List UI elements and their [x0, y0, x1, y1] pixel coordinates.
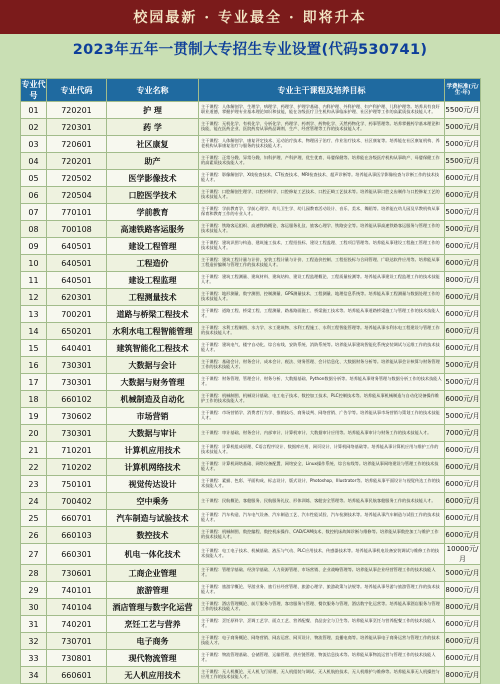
major-name: 建设工程管理 — [107, 238, 199, 255]
row-num: 20 — [21, 425, 47, 442]
major-desc: 主干课程：市场营销学、消费者行为学、推销技巧、商务谈判、网络营销、广告学等。培养能从事市场营销与策划工作的技术技能人才。 — [199, 408, 445, 425]
row-num: 06 — [21, 187, 47, 204]
major-name: 数控技术 — [107, 527, 199, 544]
row-num: 14 — [21, 323, 47, 340]
row-num: 11 — [21, 272, 47, 289]
major-code: 740201 — [47, 616, 107, 633]
tuition-fee: 6000元/月 — [445, 650, 481, 667]
major-code: 700108 — [47, 221, 107, 238]
major-code: 730801 — [47, 650, 107, 667]
tuition-fee: 6000元/月 — [445, 323, 481, 340]
major-desc: 主干课程：审计基础、财务会计、内部审计、计算机审计、大数据审计应用等。培养能从事审计与财务工作的技术技能人才。 — [199, 425, 445, 442]
tuition-fee: 6000元/月 — [445, 340, 481, 357]
major-name: 机电一体化技术 — [107, 544, 199, 565]
tuition-fee: 5000元/月 — [445, 221, 481, 238]
table-row — [21, 119, 481, 136]
major-code: 730301 — [47, 357, 107, 374]
major-name: 机械制造及自动化 — [107, 391, 199, 408]
major-desc: 主干课程：铁路客运组织、高速铁路概论、客运服务礼仪、旅客心理学、铁路安全等。培养能从事高速铁路客运服务与管理工作的技术技能人才。 — [199, 221, 445, 238]
row-num: 13 — [21, 306, 47, 323]
major-desc: 主干课程：计算机组成原理、C语言程序设计、数据库应用、网页设计、计算机网络基础等。培养能从事计算机应用与维护工作的技术技能人才。 — [199, 442, 445, 459]
major-desc: 主干课程：建筑电气、楼宇自动化、综合布线、安防系统、消防系统等。培养能从事建筑智能化系统安装调试与运维工作的技术技能人才。 — [199, 340, 445, 357]
tuition-fee: 6000元/月 — [445, 633, 481, 650]
row-num: 16 — [21, 357, 47, 374]
slogan-banner: 校园最新 · 专业最全 · 即将升本 — [0, 0, 500, 34]
table-row — [21, 425, 481, 442]
major-desc: 主干课程：汽车构造、汽车电气设备、汽车制造工艺、汽车性能试验、汽车检测技术等。培养能从事汽车制造与试验工作的技术技能人才。 — [199, 510, 445, 527]
table-row — [21, 289, 481, 306]
major-name: 工程测量技术 — [107, 289, 199, 306]
major-code: 640501 — [47, 255, 107, 272]
header-major-desc: 专业主干课程及培养目标 — [199, 79, 445, 102]
table-row — [21, 170, 481, 187]
tuition-fee: 6000元/月 — [445, 255, 481, 272]
table-row — [21, 221, 481, 238]
major-name: 大数据与财务管理 — [107, 374, 199, 391]
table-row — [21, 616, 481, 633]
major-name: 现代物流管理 — [107, 650, 199, 667]
tuition-fee: 6000元/月 — [445, 442, 481, 459]
major-desc: 主干课程：无机化学、有机化学、分析化学、药理学、药剂学、药物化学、天然药物化学、药事管理等。培养掌握药学基本理论和技能，能在医药企业、医院药房从事药品调剂、生产、经营管理等工作的技术技能人才。 — [199, 119, 445, 136]
row-num: 02 — [21, 119, 47, 136]
major-name: 酒店管理与数字化运营 — [107, 599, 199, 616]
major-code: 650201 — [47, 323, 107, 340]
table-body — [21, 102, 481, 684]
tuition-fee: 6000元/月 — [445, 527, 481, 544]
table-row — [21, 340, 481, 357]
major-name: 助产 — [107, 153, 199, 170]
tuition-fee: 5000元/月 — [445, 357, 481, 374]
major-name: 水利水电工程智能管理 — [107, 323, 199, 340]
major-name: 视觉传达设计 — [107, 476, 199, 493]
major-name: 医学影像技术 — [107, 170, 199, 187]
major-code: 640501 — [47, 238, 107, 255]
major-desc: 主干课程：地形测量、数字测图、控制测量、GPS测量技术、工程测量、地理信息系统等。培养能从事工程测量与数据处理工作的技术技能人才。 — [199, 289, 445, 306]
row-num: 32 — [21, 633, 47, 650]
major-desc: 主干课程：人体解剖学、康复评定技术、运动治疗技术、物理因子治疗、作业治疗技术、社区康复等。培养能在社区康复机构、养老机构从事康复治疗与服务的技术技能人才。 — [199, 136, 445, 153]
major-desc: 主干课程：财务管理、管理会计、财务分析、大数据基础、Python数据分析等。培养能从事财务管理与数据分析工作的技术技能人才。 — [199, 374, 445, 391]
major-name: 电子商务 — [107, 633, 199, 650]
major-name: 烹饪工艺与营养 — [107, 616, 199, 633]
major-desc: 主干课程：管理学基础、经济学基础、人力资源管理、市场营销、企业战略管理等。培养能从事企业经营管理工作的技术技能人才。 — [199, 565, 445, 582]
header-major-name: 专业名称 — [107, 79, 199, 102]
major-code: 730701 — [47, 633, 107, 650]
major-desc: 主干课程：学前教育学、学前心理学、幼儿卫生学、幼儿园教育活动设计、音乐、美术、舞蹈等。培养能在幼儿园及早教机构从事保育和教育工作的专业人才。 — [199, 204, 445, 221]
header-tuition: 学费标准(元/生·年) — [445, 79, 481, 102]
header-major-code: 专业代码 — [47, 79, 107, 102]
major-code: 660301 — [47, 544, 107, 565]
table-row — [21, 527, 481, 544]
major-name: 计算机网络技术 — [107, 459, 199, 476]
major-name: 高速铁路客运服务 — [107, 221, 199, 238]
major-code: 640401 — [47, 340, 107, 357]
tuition-fee: 6000元/月 — [445, 476, 481, 493]
row-num: 34 — [21, 667, 47, 684]
tuition-fee: 6000元/月 — [445, 493, 481, 510]
table-row — [21, 323, 481, 340]
major-name: 口腔医学技术 — [107, 187, 199, 204]
tuition-fee: 6000元/月 — [445, 170, 481, 187]
major-desc: 主干课程：建筑工程计量与计价、安装工程计量与计价、工程造价控制、工程招投标与合同管理、广联达软件应用等。培养能从事工程造价编制与管理工作的技术技能人才。 — [199, 255, 445, 272]
row-num: 22 — [21, 459, 47, 476]
major-code: 730602 — [47, 408, 107, 425]
major-name: 建筑智能化工程技术 — [107, 340, 199, 357]
major-desc: 主干课程：建筑识图与构造、建筑施工技术、工程招投标、建设工程监理、工程项目管理等。培养能从事建设工程施工管理工作的技术技能人才。 — [199, 238, 445, 255]
major-name: 药 学 — [107, 119, 199, 136]
row-num: 25 — [21, 510, 47, 527]
major-desc: 主干课程：基础会计、财务会计、成本会计、税法、财务管理、会计信息化、大数据财务分析等。培养能从事会计核算与财务管理工作的技术技能人才。 — [199, 357, 445, 374]
major-desc: 主干课程：素描、色彩、平面构成、标志设计、版式设计、Photoshop、Illustrator等。培养能从事平面设计与视觉传达工作的技术技能人才。 — [199, 476, 445, 493]
row-num: 30 — [21, 599, 47, 616]
table-row — [21, 272, 481, 289]
major-desc: 主干课程：机械制图、机械设计基础、电工电子技术、数控加工技术、PLC控制技术等。培养能从事机械制造与自动化设备操作维护工作的技术技能人才。 — [199, 391, 445, 408]
major-name: 工程造价 — [107, 255, 199, 272]
major-code: 720502 — [47, 170, 107, 187]
table-row — [21, 102, 481, 119]
row-num: 17 — [21, 374, 47, 391]
major-desc: 主干课程：道路工程、桥梁工程、工程测量、路基路面施工、桥梁施工技术等。培养能从事道路桥梁施工与管理工作的技术技能人才。 — [199, 306, 445, 323]
table-row — [21, 408, 481, 425]
row-num: 18 — [21, 391, 47, 408]
major-name: 市场营销 — [107, 408, 199, 425]
major-table — [20, 78, 481, 684]
major-table-container — [20, 78, 480, 684]
major-name: 无人机应用技术 — [107, 667, 199, 684]
table-row — [21, 374, 481, 391]
row-num: 04 — [21, 153, 47, 170]
header-major-num: 专业代号 — [21, 80, 46, 100]
major-name: 大数据与会计 — [107, 357, 199, 374]
tuition-fee: 5500元/月 — [445, 153, 481, 170]
major-desc: 主干课程：酒店管理概论、前厅服务与管理、客房服务与管理、餐饮服务与管理、酒店数字化运营等。培养能从事酒店服务与管理工作的技术技能人才。 — [199, 599, 445, 616]
major-name: 建设工程监理 — [107, 272, 199, 289]
table-row — [21, 153, 481, 170]
major-name: 计算机应用技术 — [107, 442, 199, 459]
row-num: 12 — [21, 289, 47, 306]
table-row — [21, 582, 481, 599]
table-row — [21, 565, 481, 582]
tuition-fee: 5000元/月 — [445, 119, 481, 136]
tuition-fee: 5000元/月 — [445, 408, 481, 425]
major-code: 660701 — [47, 510, 107, 527]
major-name: 护 理 — [107, 102, 199, 119]
table-row — [21, 204, 481, 221]
row-num: 33 — [21, 650, 47, 667]
major-code: 770101 — [47, 204, 107, 221]
row-num: 05 — [21, 170, 47, 187]
page-title: 2023年五年一贯制大专招生专业设置(代码530741) — [72, 41, 428, 58]
tuition-fee: 6000元/月 — [445, 306, 481, 323]
table-row — [21, 459, 481, 476]
major-code: 700201 — [47, 306, 107, 323]
row-num: 27 — [21, 544, 47, 565]
major-code: 640501 — [47, 272, 107, 289]
tuition-fee: 6000元/月 — [445, 391, 481, 408]
major-code: 720201 — [47, 153, 107, 170]
major-name: 工商企业管理 — [107, 565, 199, 582]
row-num: 03 — [21, 136, 47, 153]
major-name: 旅游管理 — [107, 582, 199, 599]
major-desc: 主干课程：电工电子技术、机械基础、液压与气动、PLC应用技术、传感器技术等。培养能从事机电设备安装调试与维修工作的技术技能人才。 — [199, 544, 445, 565]
major-code: 660102 — [47, 391, 107, 408]
tuition-fee: 6000元/月 — [445, 459, 481, 476]
tuition-fee: 5500元/月 — [445, 102, 481, 119]
row-num: 31 — [21, 616, 47, 633]
row-num: 09 — [21, 238, 47, 255]
major-desc: 主干课程：正常分娩、异常分娩、妇科护理、产科护理、优生优育、母婴保健等。培养能在各级医疗机构从事助产、母婴保健工作的高素质技术技能人才。 — [199, 153, 445, 170]
table-row — [21, 136, 481, 153]
major-desc: 主干课程：旅游学概论、导游业务、旅行社经营管理、旅游心理学、旅游政策与法规等。培养能从事导游与旅游管理工作的技术技能人才。 — [199, 582, 445, 599]
table-header-row — [21, 79, 481, 102]
major-code: 720301 — [47, 119, 107, 136]
table-row — [21, 238, 481, 255]
table-row — [21, 650, 481, 667]
tuition-fee: 5000元/月 — [445, 565, 481, 582]
major-code: 720201 — [47, 102, 107, 119]
major-desc: 主干课程：水利工程制图、水力学、水工建筑物、水利工程施工、水利工程智能管理等。培养能从事水利水电工程建设与管理工作的技术技能人才。 — [199, 323, 445, 340]
major-code: 730301 — [47, 425, 107, 442]
major-code: 710202 — [47, 459, 107, 476]
tuition-fee: 6000元/月 — [445, 187, 481, 204]
major-code: 730601 — [47, 565, 107, 582]
tuition-fee: 6000元/月 — [445, 238, 481, 255]
row-num: 21 — [21, 442, 47, 459]
row-num: 19 — [21, 408, 47, 425]
tuition-fee: 8000元/月 — [445, 272, 481, 289]
major-name: 社区康复 — [107, 136, 199, 153]
table-row — [21, 493, 481, 510]
table-row — [21, 633, 481, 650]
major-code: 740101 — [47, 582, 107, 599]
table-row — [21, 255, 481, 272]
major-code: 710201 — [47, 442, 107, 459]
row-num: 29 — [21, 582, 47, 599]
major-desc: 主干课程：口腔解剖生理学、口腔材料学、口腔修复工艺技术、口腔正畸工艺技术等。培养能从事口腔义齿制作与口腔修复工艺的技术技能人才。 — [199, 187, 445, 204]
table-row — [21, 357, 481, 374]
tuition-fee: 5000元/月 — [445, 136, 481, 153]
row-num: 23 — [21, 476, 47, 493]
major-name: 大数据与审计 — [107, 425, 199, 442]
major-desc: 主干课程：计算机网络基础、网络设备配置、网络安全、Linux操作系统、综合布线等。培养能从事网络建设与管理工作的技术技能人才。 — [199, 459, 445, 476]
major-code: 720601 — [47, 136, 107, 153]
tuition-fee: 6000元/月 — [445, 616, 481, 633]
major-desc: 主干课程：建筑工程测量、建筑材料、建筑结构、建设工程监理概论、工程质量检测等。培养能从事建设工程监理工作的技术技能人才。 — [199, 272, 445, 289]
row-num: 07 — [21, 204, 47, 221]
major-name: 道路与桥梁工程技术 — [107, 306, 199, 323]
major-name: 汽车制造与试验技术 — [107, 510, 199, 527]
table-row — [21, 442, 481, 459]
major-desc: 主干课程：人体解剖学、生理学、病理学、药理学、护理学基础、内科护理、外科护理、妇产科护理、儿科护理等。培养具有良好职业道德，掌握护理专业基本理论知识和技能，能在各级医疗卫生机构从事临床护理、社区护理等工作的高素质技术技能人才。 — [199, 102, 445, 119]
table-row — [21, 306, 481, 323]
table-row — [21, 599, 481, 616]
tuition-fee: 8000元/月 — [445, 667, 481, 684]
major-desc: 主干课程：烹饪原料学、烹调工艺学、面点工艺、营养配餐、食品安全与卫生等。培养能从事烹饪与营养配餐工作的技术技能人才。 — [199, 616, 445, 633]
row-num: 24 — [21, 493, 47, 510]
row-num: 01 — [21, 102, 47, 119]
tuition-fee: 8000元/月 — [445, 599, 481, 616]
major-name: 空中乘务 — [107, 493, 199, 510]
table-row — [21, 476, 481, 493]
tuition-fee: 6000元/月 — [445, 289, 481, 306]
major-code: 740104 — [47, 599, 107, 616]
major-name: 学前教育 — [107, 204, 199, 221]
tuition-fee: 7000元/月 — [445, 425, 481, 442]
major-desc: 主干课程：影像解剖学、X线检查技术、CT检查技术、MRI检查技术、超声诊断等。培养能从事医学影像检查与诊断工作的技术技能人才。 — [199, 170, 445, 187]
row-num: 26 — [21, 527, 47, 544]
tuition-fee: 6000元/月 — [445, 510, 481, 527]
major-code: 720504 — [47, 187, 107, 204]
tuition-fee: 5000元/月 — [445, 204, 481, 221]
tuition-fee: 8000元/月 — [445, 582, 481, 599]
major-desc: 主干课程：机械制图、数控编程、数控机床操作、CAD/CAM技术、数控机床故障诊断与维修等。培养能从事数控加工与维护工作的技术技能人才。 — [199, 527, 445, 544]
major-code: 730301 — [47, 374, 107, 391]
table-row — [21, 544, 481, 565]
tuition-fee: 10000元/月 — [445, 544, 481, 565]
row-num: 15 — [21, 340, 47, 357]
table-row — [21, 510, 481, 527]
row-num: 08 — [21, 221, 47, 238]
table-row — [21, 187, 481, 204]
tuition-fee: 5000元/月 — [445, 374, 481, 391]
major-desc: 主干课程：无人机概论、无人机飞行原理、无人机组装与调试、无人机航拍技术、无人机维护与维修等。培养能从事无人机操控与应用工作的技术技能人才。 — [199, 667, 445, 684]
major-code: 660103 — [47, 527, 107, 544]
major-desc: 主干课程：物流管理基础、仓储管理、运输管理、供应链管理、物流信息技术等。培养能从事物流运营与管理工作的技术技能人才。 — [199, 650, 445, 667]
major-code: 700402 — [47, 493, 107, 510]
major-code: 660601 — [47, 667, 107, 684]
table-row — [21, 391, 481, 408]
major-code: 750101 — [47, 476, 107, 493]
major-desc: 主干课程：民航概论、客舱服务、民航服务礼仪、形体训练、客舱安全管理等。培养能从事民航客舱服务工作的技术技能人才。 — [199, 493, 445, 510]
major-desc: 主干课程：电子商务概论、网络营销、网店运营、网页设计、物流管理、直播电商等。培养能从事电子商务运营与管理工作的技术技能人才。 — [199, 633, 445, 650]
row-num: 28 — [21, 565, 47, 582]
major-code: 620301 — [47, 289, 107, 306]
row-num: 10 — [21, 255, 47, 272]
